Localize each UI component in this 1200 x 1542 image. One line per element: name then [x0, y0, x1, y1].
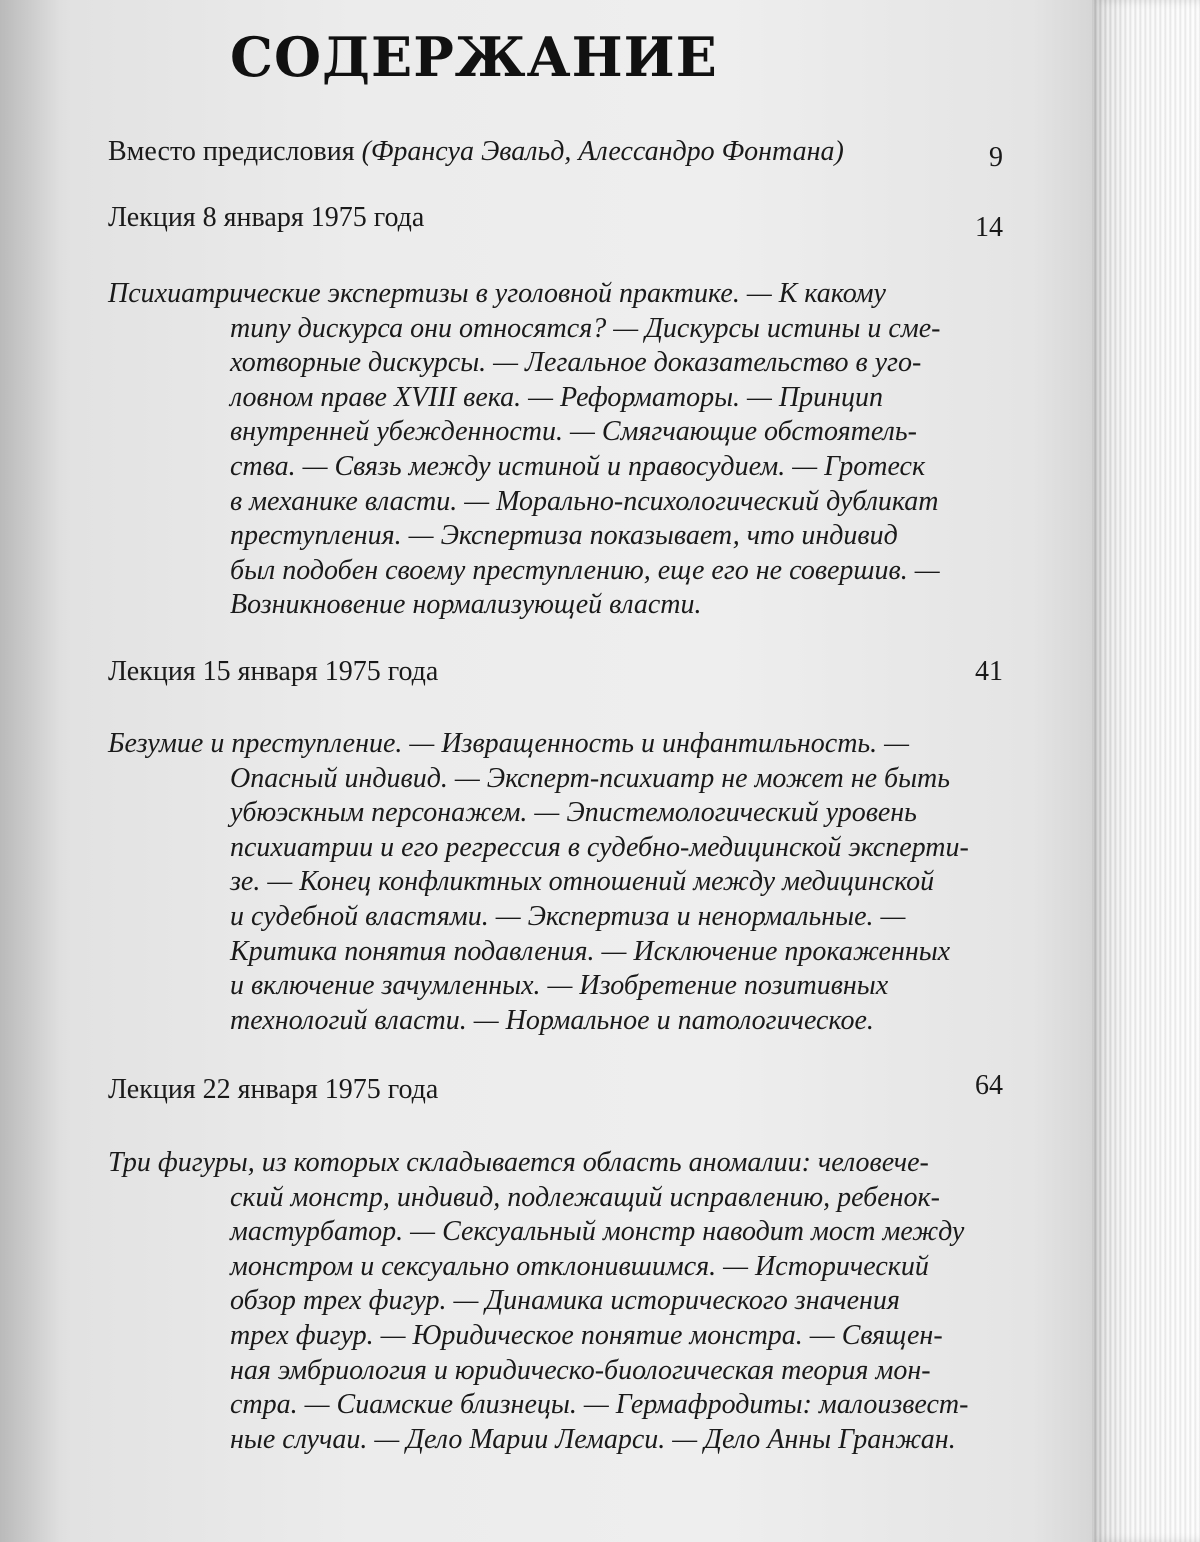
- summary-line: Возникновение нормализующей власти.: [230, 589, 702, 621]
- summary-line: технологий власти. — Нормальное и патологическое.: [230, 1004, 874, 1036]
- summary-line: ные случаи. — Дело Марии Лемарси. — Дело Анны Гранжан.: [230, 1423, 956, 1455]
- summary-line: хотворные дискурсы. — Легальное доказательство в уго-: [230, 347, 922, 379]
- toc-page-number: 64: [975, 1070, 1003, 1101]
- summary-line: Психиатрические экспертизы в уголовной практике. — К какому: [108, 278, 886, 309]
- summary-line: Безумие и преступление. — Извращенность и инфантильность. —: [108, 728, 910, 759]
- summary-line: Критика понятия подавления. — Исключение прокаженных: [230, 935, 951, 967]
- summary-line: был подобен своему преступлению, еще его не совершив. —: [230, 554, 940, 586]
- summary-line: обзор трех фигур. — Динамика исторического значения: [230, 1285, 900, 1317]
- summary-line: и судебной властями. — Экспертиза и ненормальные. —: [230, 900, 906, 932]
- summary-line: Три фигуры, из которых складывается область аномалии: человече-: [108, 1147, 929, 1178]
- summary-line: внутренней убежденности. — Смягчающие обстоятель-: [230, 416, 917, 448]
- toc-entry-label: Лекция 15 января 1975 года: [108, 656, 439, 687]
- toc-entry-label: Лекция 8 января 1975 года: [108, 202, 425, 233]
- summary-line: ловном праве XVIII века. — Реформаторы. — Принцип: [230, 381, 884, 413]
- page-edges: [1092, 0, 1200, 1542]
- toc-page-number: 9: [989, 142, 1003, 173]
- toc-summary-lecture-3: [108, 1146, 1008, 1457]
- summary-line: убюэскным персонажем. — Эпистемологический уровень: [230, 797, 917, 829]
- summary-line: стра. — Сиамские близнецы. — Гермафродиты: малоизвест-: [230, 1389, 969, 1421]
- summary-line: зе. — Конец конфликтных отношений между медицинской: [230, 866, 935, 898]
- summary-line: монстром и сексуально отклонившимся. — Исторический: [230, 1250, 929, 1282]
- toc-entry-author: (Франсуа Эвальд, Алессандро Фонтана): [361, 136, 844, 167]
- toc-entry-lecture-3: [108, 1070, 1003, 1106]
- toc-entry-preface: [108, 136, 1003, 173]
- page-title: СОДЕРЖАНИЕ: [230, 25, 718, 89]
- summary-line: в механике власти. — Морально-психологический дубликат: [230, 485, 939, 517]
- summary-line: Опасный индивид. — Эксперт-психиатр не может не быть: [230, 762, 951, 794]
- toc-entry-lecture-2: [108, 656, 1003, 688]
- summary-line: психиатрии и его регрессия в судебно-медицинской эксперти-: [230, 831, 969, 863]
- summary-line: преступления. — Экспертиза показывает, что индивид: [230, 520, 898, 552]
- toc-summary-lecture-1: [108, 277, 1008, 623]
- summary-line: и включение зачумленных. — Изобретение позитивных: [230, 970, 889, 1002]
- toc-entry-label: Вместо предисловия: [108, 136, 355, 167]
- toc-entry-label: Лекция 22 января 1975 года: [108, 1074, 439, 1105]
- summary-line: мастурбатор. — Сексуальный монстр наводит мост между: [230, 1216, 965, 1248]
- toc-entry-lecture-1: [108, 202, 1003, 243]
- toc-page-number: 14: [975, 212, 1003, 243]
- summary-line: ная эмбриология и юридическо-биологическая теория мон-: [230, 1354, 931, 1386]
- summary-line: трех фигур. — Юридическое понятие монстра. — Священ-: [230, 1319, 943, 1351]
- spine-shadow: [0, 0, 60, 1542]
- toc-summary-lecture-2: [108, 727, 1008, 1038]
- summary-line: ский монстр, индивид, подлежащий исправлению, ребенок-: [230, 1181, 940, 1213]
- toc-page-number: 41: [975, 656, 1003, 687]
- summary-line: ства. — Связь между истиной и правосудием. — Гротеск: [230, 450, 926, 482]
- summary-line: типу дискурса они относятся? — Дискурсы истины и сме-: [230, 312, 941, 344]
